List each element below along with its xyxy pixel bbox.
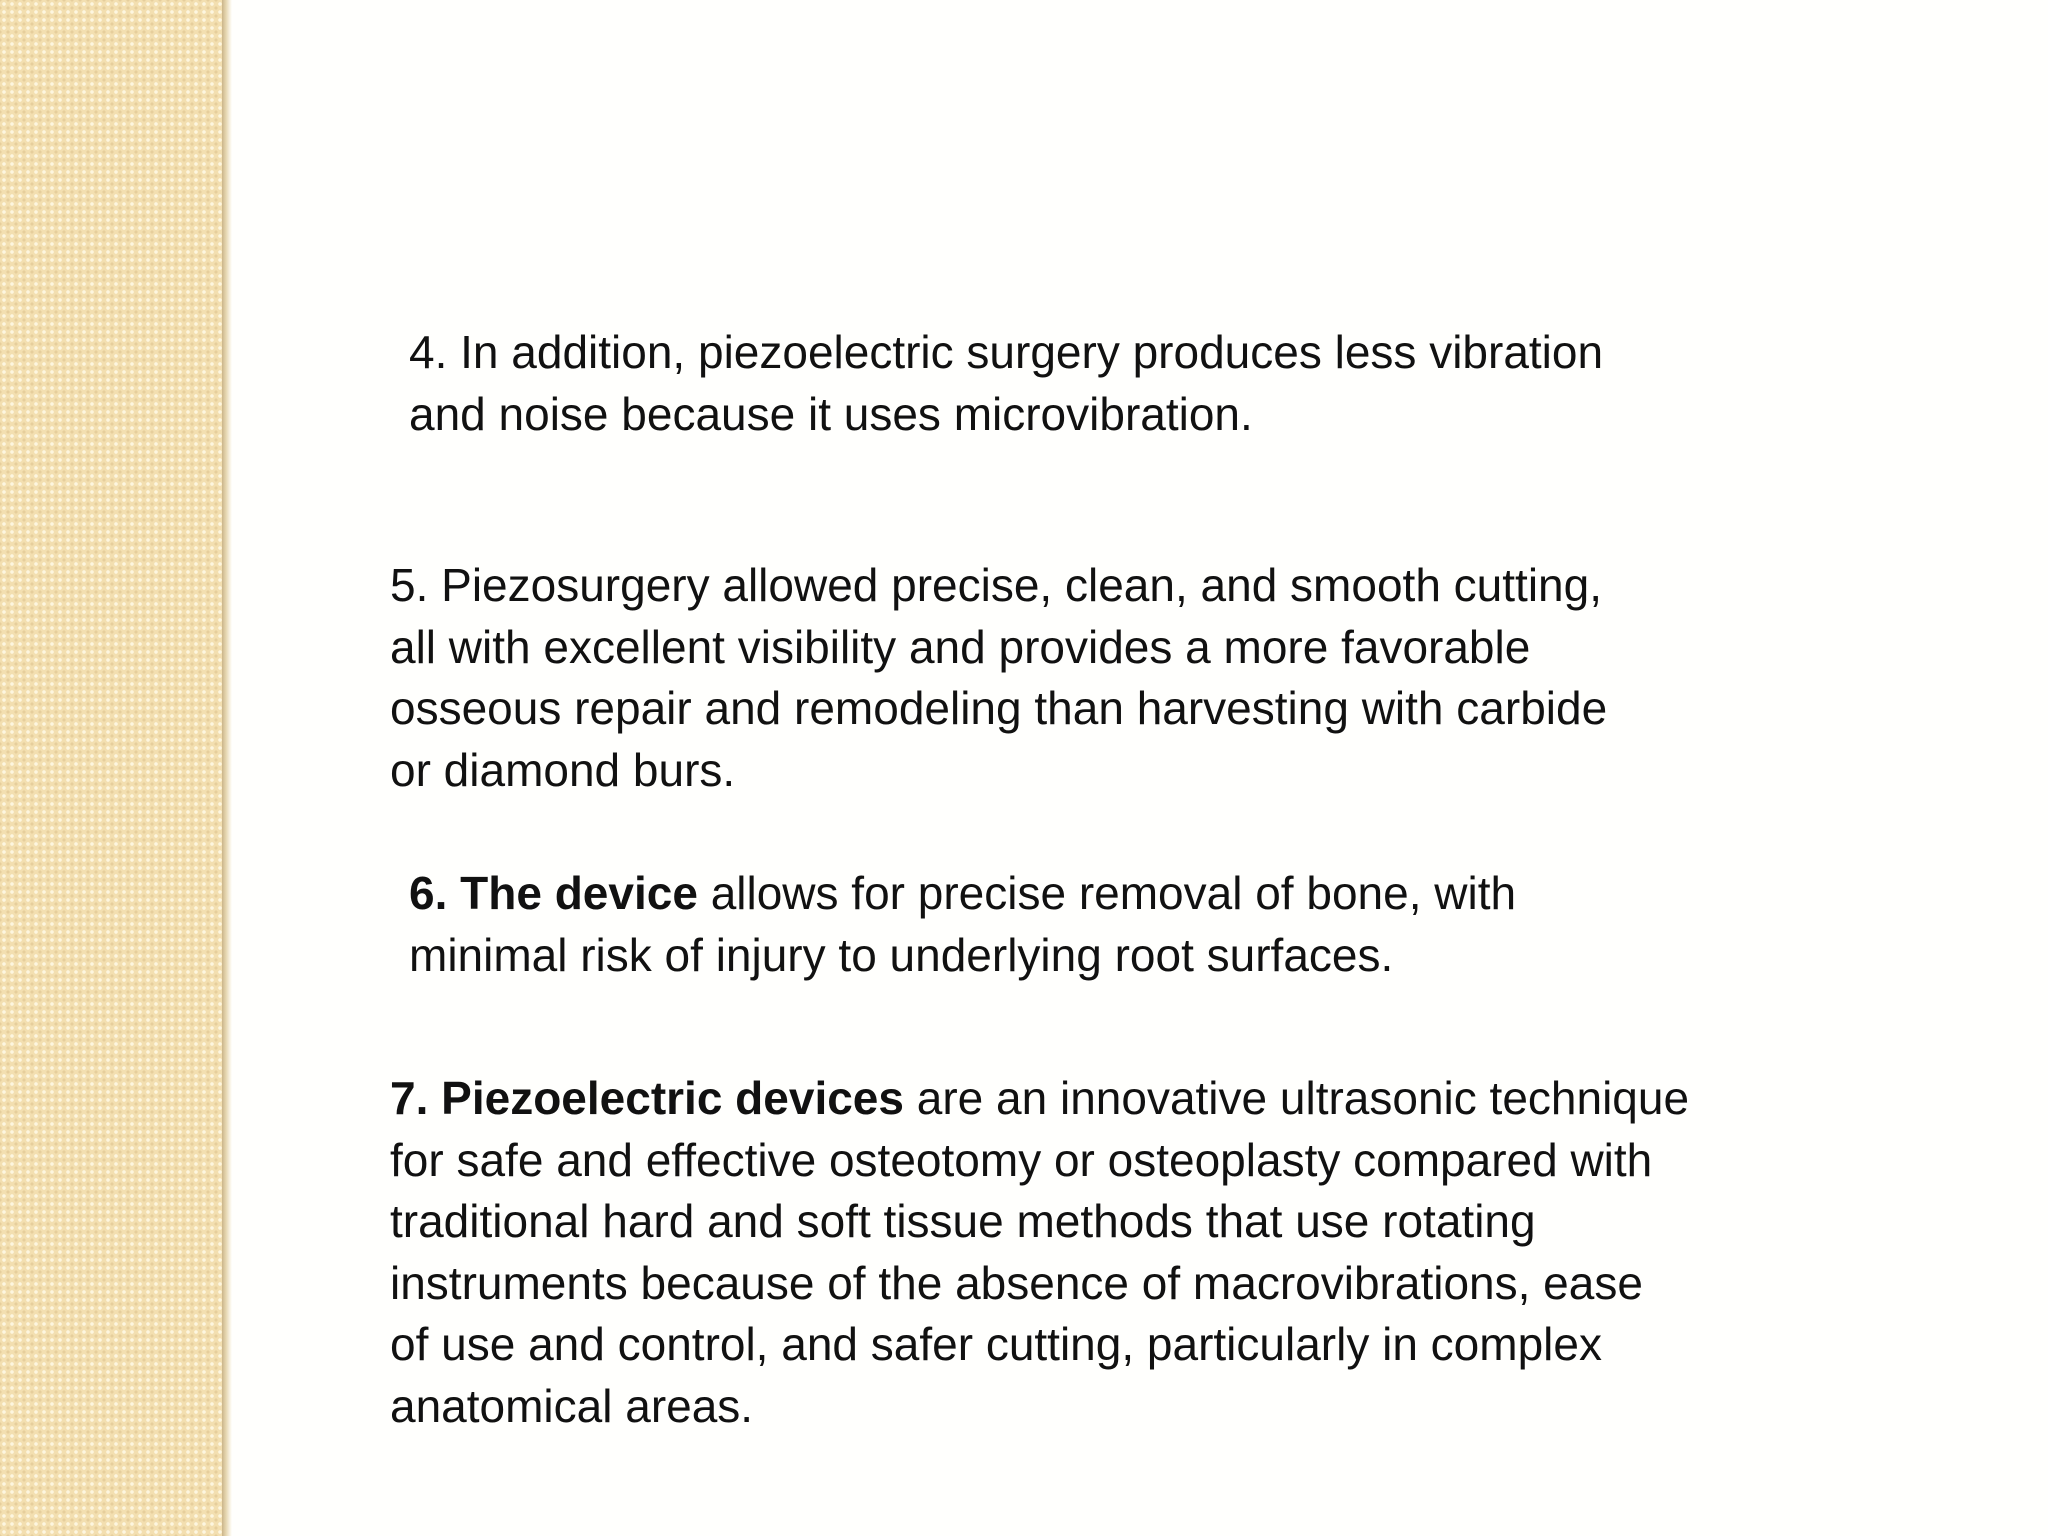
- paragraph-line: all with excellent visibility and provides a more favorable: [390, 620, 1531, 673]
- paragraph-7: [390, 1068, 1689, 1437]
- paragraph-line: of use and control, and safer cutting, particularly in complex: [390, 1318, 1602, 1370]
- paragraph-line: 4. In addition, piezoelectric surgery produces less vibration: [409, 326, 1604, 378]
- paragraph-5: [390, 555, 1607, 801]
- bold-lead: 6. The device: [409, 867, 698, 919]
- paragraph-line: traditional hard and soft tissue methods that use rotating: [390, 1195, 1536, 1247]
- paragraph-line: anatomical areas.: [390, 1379, 754, 1432]
- paragraph-line: or diamond burs.: [390, 743, 736, 796]
- paragraph-line: 5. Piezosurgery allowed precise, clean, and smooth cutting,: [390, 559, 1602, 611]
- paragraph-lead-line: [390, 1068, 1689, 1130]
- paragraph-lead-line: [409, 863, 1516, 925]
- paragraph-line: instruments because of the absence of macrovibrations, ease: [390, 1256, 1643, 1309]
- paragraph-6: [409, 863, 1516, 986]
- lead-rest: are an innovative ultrasonic technique: [903, 1072, 1690, 1124]
- paragraph-line: minimal risk of injury to underlying root surfaces.: [409, 928, 1394, 981]
- paragraph-4: [409, 322, 1603, 445]
- lead-rest: allows for precise removal of bone, with: [697, 867, 1517, 919]
- paragraph-line: osseous repair and remodeling than harvesting with carbide: [390, 682, 1608, 734]
- bold-lead: 7. Piezoelectric devices: [390, 1072, 904, 1124]
- paragraph-line: for safe and effective osteotomy or osteoplasty compared with: [390, 1133, 1653, 1186]
- paragraph-line: and noise because it uses microvibration.: [409, 387, 1253, 440]
